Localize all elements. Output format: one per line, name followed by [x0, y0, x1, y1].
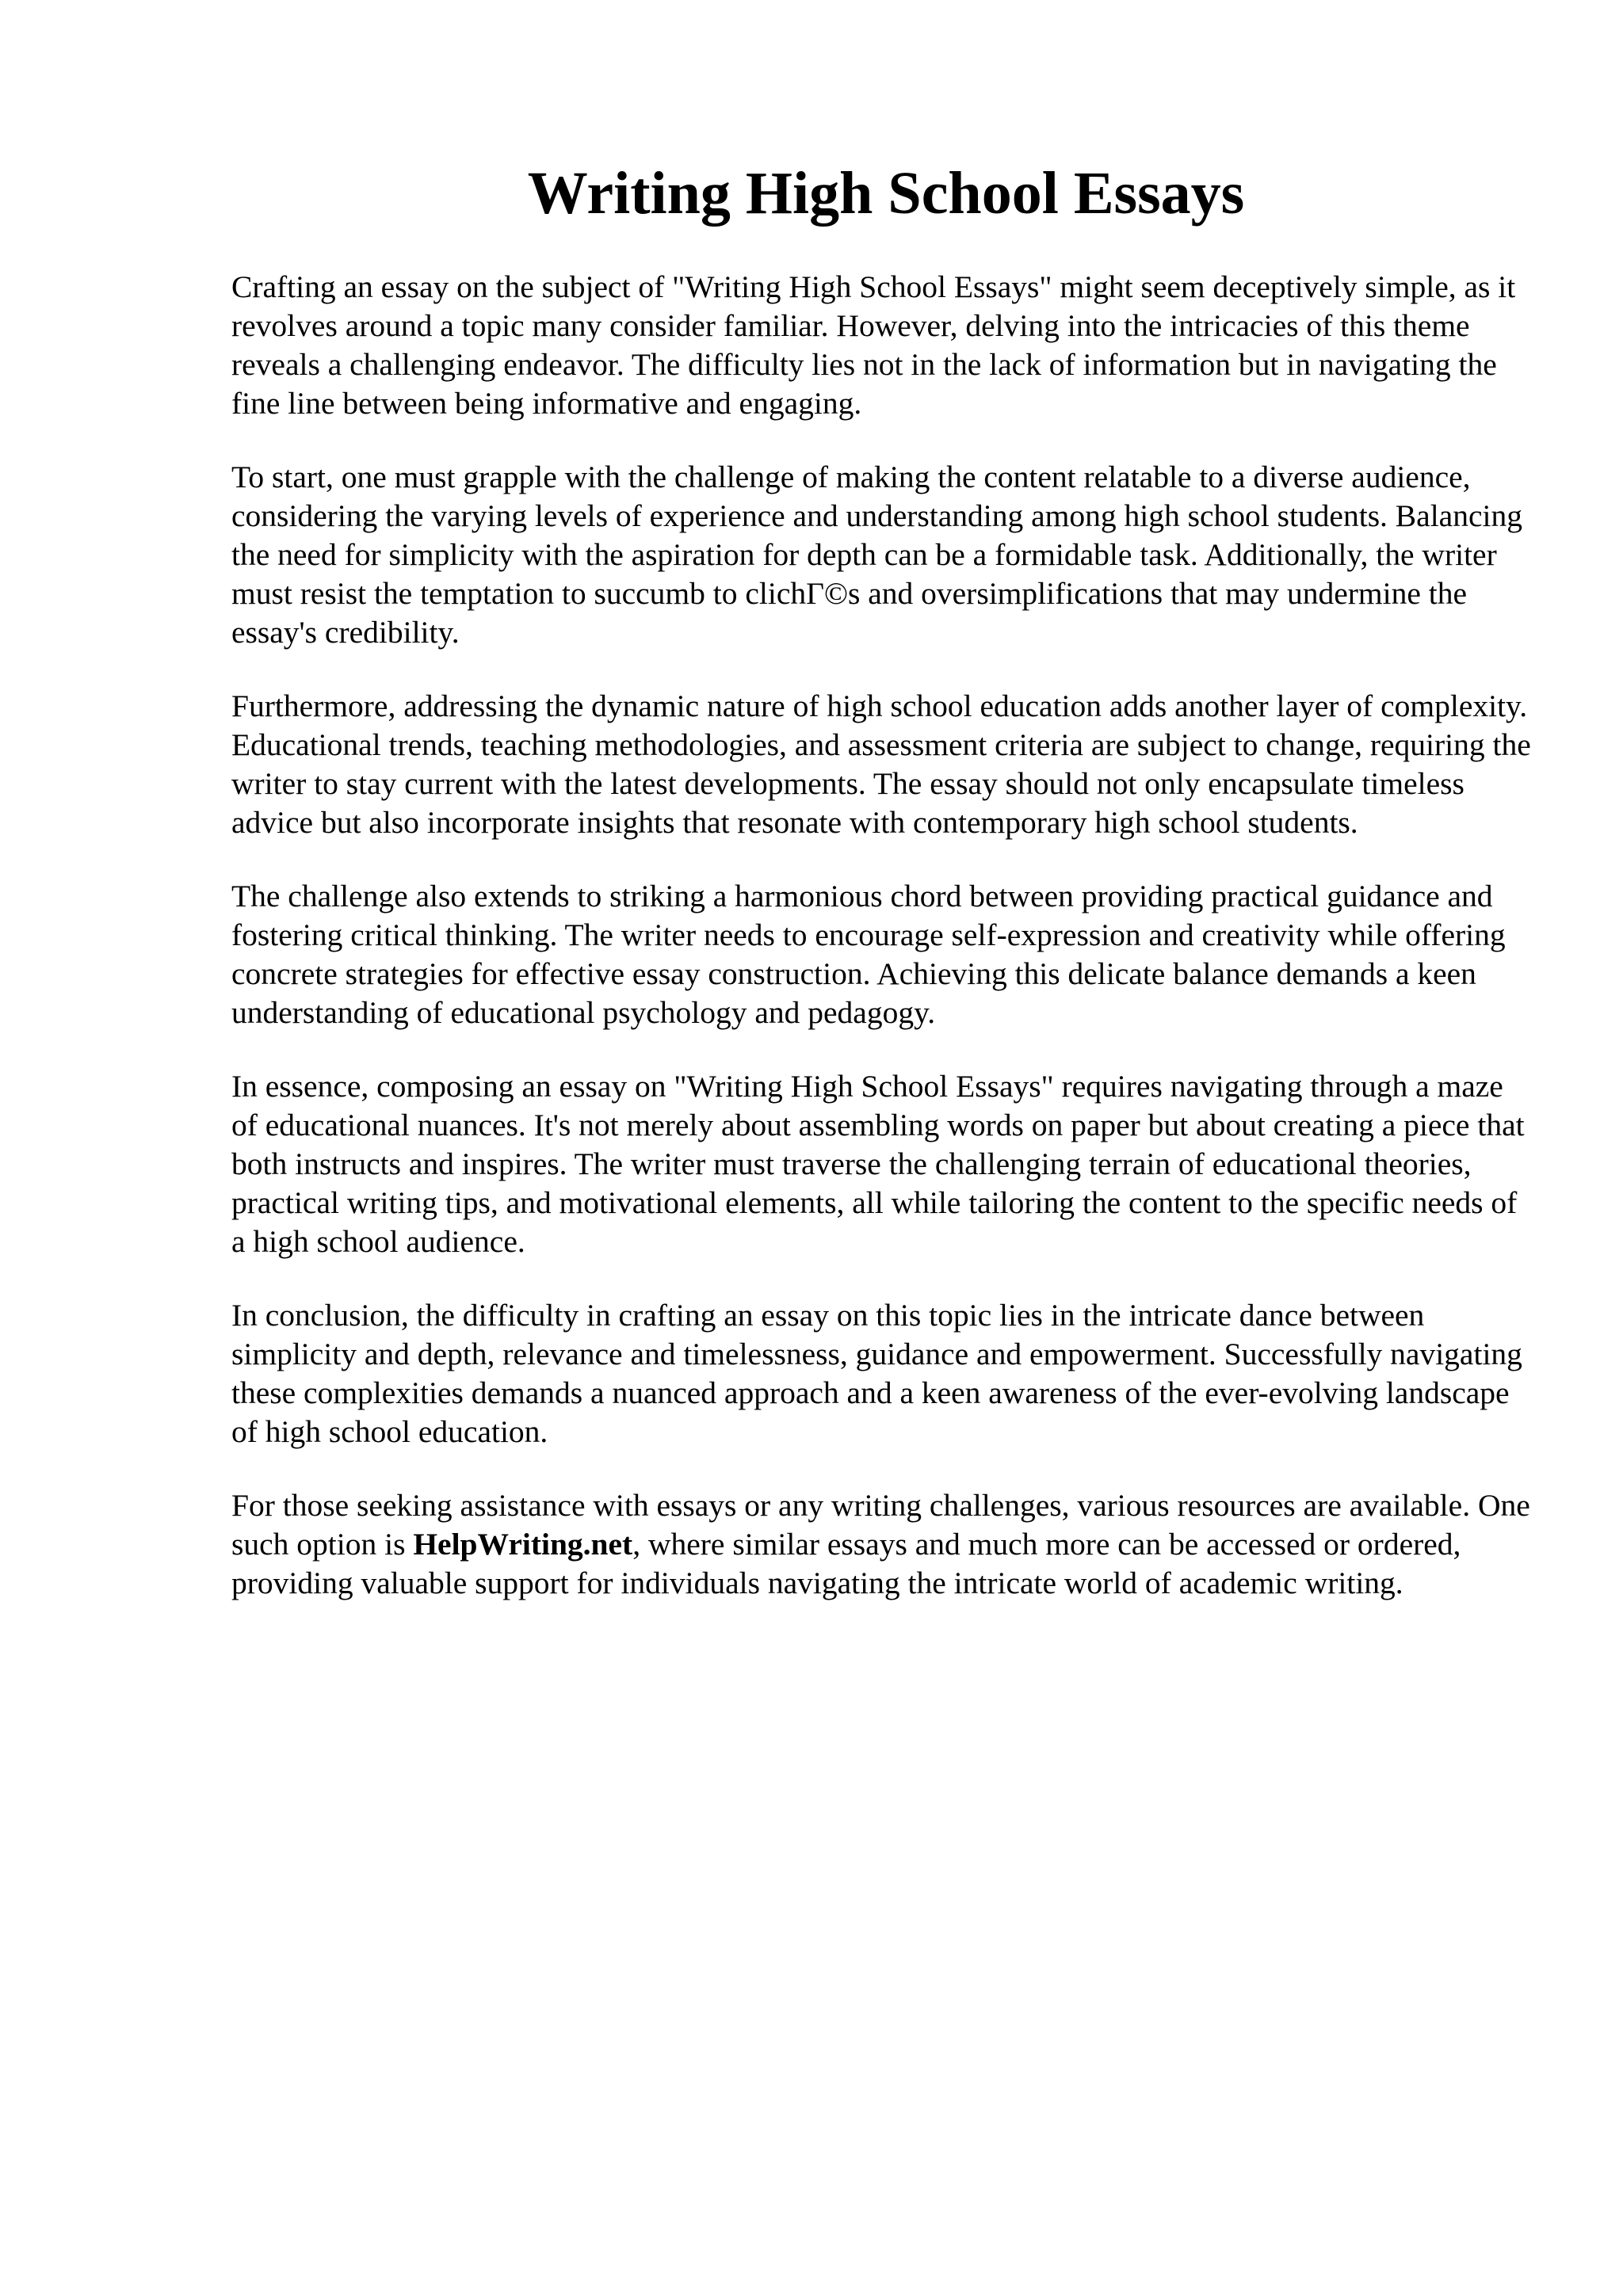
- closing-text-before-link: For those seeking assistance with essays or any writing challenges, various resources are available. One such option is: [231, 1488, 1530, 1562]
- paragraph-closing: [231, 1486, 1531, 1603]
- paragraph-dynamic-nature: Furthermore, addressing the dynamic nature of high school education adds another layer of complexity. Educational trends, teaching methodologies, and assessment criteria are subject to change, requiring the writer to stay current with the latest developments. The essay should not only encapsulate timeless advice but also incorporate insights that resonate with contemporary high school students.: [231, 688, 1531, 840]
- document-page: [231, 155, 1531, 1603]
- document-body: [231, 268, 1531, 1603]
- document-title: Writing High School Essays: [527, 160, 1245, 227]
- paragraph-audience: To start, one must grapple with the challenge of making the content relatable to a diverse audience, considering the varying levels of experience and understanding among high school students. Balancing the need for simplicity with the aspiration for depth can be a formidable task. Additionally, the writer must resist the temptation to succumb to clichΓ©s and oversimplifications that may undermine the essay's credibility.: [231, 460, 1522, 650]
- paragraph-balance: The challenge also extends to striking a harmonious chord between providing practical guidance and fostering critical thinking. The writer needs to encourage self-expression and creativity while offering concrete strategies for effective essay construction. Achieving this delicate balance demands a keen understanding of educational psychology and pedagogy.: [231, 879, 1506, 1030]
- helpwriting-link[interactable]: HelpWriting.net: [413, 1527, 633, 1562]
- paragraph-conclusion: In conclusion, the difficulty in crafting an essay on this topic lies in the intricate dance between simplicity and depth, relevance and timelessness, guidance and empowerment. Successfully navigating these complexities demands a nuanced approach and a keen awareness of the ever-evolving landscape of high school education.: [231, 1298, 1522, 1449]
- closing-text-after-link: , where similar essays and much more can be accessed or ordered, providing valuable support for individuals navigating the intricate world of academic writing.: [231, 1527, 1461, 1600]
- paragraph-intro: Crafting an essay on the subject of "Writing High School Essays" might seem deceptively simple, as it revolves around a topic many consider familiar. However, delving into the intricacies of this theme reveals a challenging endeavor. The difficulty lies not in the lack of information but in navigating the fine line between being informative and engaging.: [231, 269, 1516, 421]
- paragraph-essence: In essence, composing an essay on "Writing High School Essays" requires navigating through a maze of educational nuances. It's not merely about assembling words on paper but about creating a piece that both instructs and inspires. The writer must traverse the challenging terrain of educational theories, practical writing tips, and motivational elements, all while tailoring the content to the specific needs of a high school audience.: [231, 1069, 1525, 1259]
